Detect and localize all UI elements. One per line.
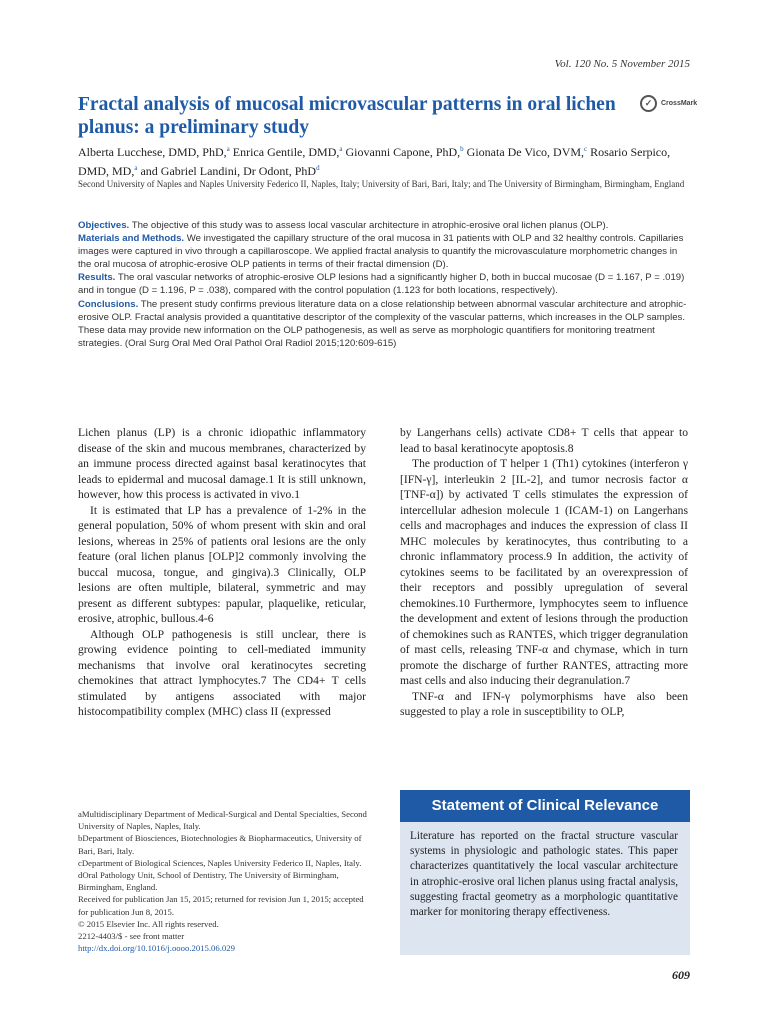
journal-issue-line: Vol. 120 No. 5 November 2015: [554, 58, 690, 70]
body-paragraph: Lichen planus (LP) is a chronic idiopathic inflammatory disease of the skin and mucous membranes, characterized by an immune process directed against basal keratinocytes that leads to epidermal and mucosal damage.1 It is still unknown, however, how this process is activated in vivo.1: [78, 426, 366, 501]
methods-label: Materials and Methods.: [78, 233, 185, 245]
author-affiliation-mark: a: [226, 145, 230, 153]
author-name: and Gabriel Landini, Dr Odont, PhD: [137, 164, 317, 178]
crossmark-link[interactable]: [640, 95, 697, 112]
author-affiliation-mark: c: [584, 145, 588, 153]
body-paragraph: The production of T helper 1 (Th1) cytokines (interferon γ [IFN-γ], interleukin 2 [IL-2], and tumor necrosis factor α [TNF-α]) by activated T cells stimulates the expression of intercellular adhesion molecule 1 (ICAM-1) on Langerhans cells and macrophages and induces the expression of class II MHC molecules by keratinocytes, thus contributing to a chronic inflammatory process.9 In addition, the activity of cytokines seems to be facilitated by an overexpression of their receptors and possibly upregulation of several chemokines.10 Furthermore, lymphocytes seem to influence the development and extent of lesions through the production of chemokines such as RANTES, which trigger degranulation of mast cells, releasing TNF-α and chymase, which in turn promote the discharge of further RANTES, attracting more mast cells and also inducing their degranulation.7: [400, 457, 688, 687]
body-column-left: [78, 425, 366, 720]
abstract-objectives: [78, 219, 690, 232]
methods-text: We investigated the capillary structure of the oral mucosa in 31 patients with OLP and 32 healthy controls. Capillaries images were captured in vivo through a capillaroscope. We applied fractal analysis to quantify the microvasculature morphometric changes in the oral mucosa of atrophic-erosive OLP patients in terms of their fractal dimension (D).: [78, 233, 684, 271]
author-name: Rosario Serpico, DMD, MD,: [78, 145, 671, 178]
body-paragraph: It is estimated that LP has a prevalence of 1-2% in the general population, 50% of whom present with skin and oral lesions, whereas in 25% of patients oral lesions are the only feature (oral lichen planus [OLP]2 commonly involving the buccal mucosa, tongue, and gingiva).3 Clinically, OLP lesions are often multiple, bilateral, symmetric and may present as different subtypes: papular, plaquelike, reticular, erosive, atrophic, bullous.4-6: [78, 503, 366, 625]
doi-link[interactable]: http://dx.doi.org/10.1016/j.oooo.2015.06.029: [78, 943, 235, 954]
conclusions-text: The present study confirms previous literature data on a close relationship between abnormal vascular architecture and atrophic-erosive OLP. Fractal analysis provided a quantitative descriptor of the complexity of the vascular patterns, which increases in the OLP samples. These data may provide new information on the OLP pathogenesis, as well as serve as morphologic quantifiers for monitoring treatment strategies. (Oral Surg Oral Med Oral Pathol Oral Radiol 2015;120:609-615): [78, 298, 687, 349]
footnote: aMultidisciplinary Department of Medical-Surgical and Dental Specialties, Second University of Naples, Naples, Italy.: [78, 809, 367, 832]
author-affiliation-mark: a: [134, 164, 138, 172]
abstract-conclusions: [78, 298, 690, 350]
author-affiliation-mark: d: [316, 164, 320, 172]
page-number: 609: [672, 968, 690, 982]
affiliations: Second University of Naples and Naples University Federico II, Naples, Italy; University of Bari, Bari, Italy; and The University of Birmingham, Birmingham, England: [78, 179, 685, 189]
results-text: The oral vascular networks of atrophic-erosive OLP lesions had a significantly higher D, both in buccal mucosae (D = 1.167, P = .019) and in tongue (D = 1.196, P = .038), compared with the control population (1.123 for both locations, respectively).: [78, 272, 685, 297]
article-title: Fractal analysis of mucosal microvascular patterns in oral lichen planus: a preliminary study: [78, 94, 616, 138]
footnote: dOral Pathology Unit, School of Dentistry, The University of Birmingham, Birmingham, England.: [78, 870, 339, 893]
footnote: cDepartment of Biological Sciences, Naples University Federico II, Naples, Italy.: [78, 857, 362, 868]
abstract-methods: [78, 232, 690, 271]
clinical-relevance-title: Statement of Clinical Relevance: [400, 790, 690, 822]
abstract-results: [78, 271, 690, 297]
body-paragraph: by Langerhans cells) activate CD8+ T cells that appear to lead to basal keratinocyte apoptosis.8: [400, 426, 688, 455]
footnote: © 2015 Elsevier Inc. All rights reserved.: [78, 918, 219, 929]
footnote: Received for publication Jan 15, 2015; returned for revision Jun 1, 2015; accepted for publication Jun 8, 2015.: [78, 894, 364, 917]
crossmark-icon: ✓: [640, 95, 657, 112]
footnote: 2212-4403/$ - see front matter: [78, 931, 185, 942]
author-name: Giovanni Capone, PhD,: [342, 145, 461, 159]
objectives-label: Objectives.: [78, 220, 130, 231]
footnote: bDepartment of Biosciences, Biotechnologies & Biopharmaceutics, University of Bari, Bari, Italy.: [78, 833, 362, 856]
clinical-relevance-box: [400, 790, 690, 955]
author-name: Gionata De Vico, DVM,: [463, 145, 585, 159]
footnotes: [78, 808, 368, 954]
author-list: [78, 141, 690, 179]
objectives-text: The objective of this study was to assess local vascular architecture in atrophic-erosive oral lichen planus (OLP).: [131, 220, 609, 231]
author-name: Enrica Gentile, DMD,: [229, 145, 340, 159]
author-affiliation-mark: a: [339, 145, 343, 153]
crossmark-label: CrossMark: [661, 100, 698, 107]
abstract: [78, 219, 690, 350]
body-column-right: [400, 425, 688, 720]
clinical-relevance-text: Literature has reported on the fractal structure vascular systems in physiologic and pathologic states. This paper characterizes quantitatively the local vascular architecture in atrophic-erosive oral lichen planus using fractal analysis, suggesting fractal geometry as a morphologic quantitative marker for monitoring therapy effectiveness.: [410, 830, 678, 919]
body-paragraph: Although OLP pathogenesis is still unclear, there is growing evidence pointing to cell-mediated immunity mechanisms that involve oral keratinocytes secreting chemokines that attract lymphocytes.7 The CD4+ T cells stimulated by antigens associated with major histocompatibility complex (MHC) class II (expressed: [78, 627, 366, 718]
author-name: Alberta Lucchese, DMD, PhD,: [78, 145, 227, 159]
conclusions-label: Conclusions.: [78, 298, 139, 310]
author-affiliation-mark: b: [460, 145, 464, 153]
results-label: Results.: [78, 272, 116, 284]
body-paragraph: TNF-α and IFN-γ polymorphisms have also been suggested to play a role in susceptibility to OLP,: [400, 689, 688, 718]
